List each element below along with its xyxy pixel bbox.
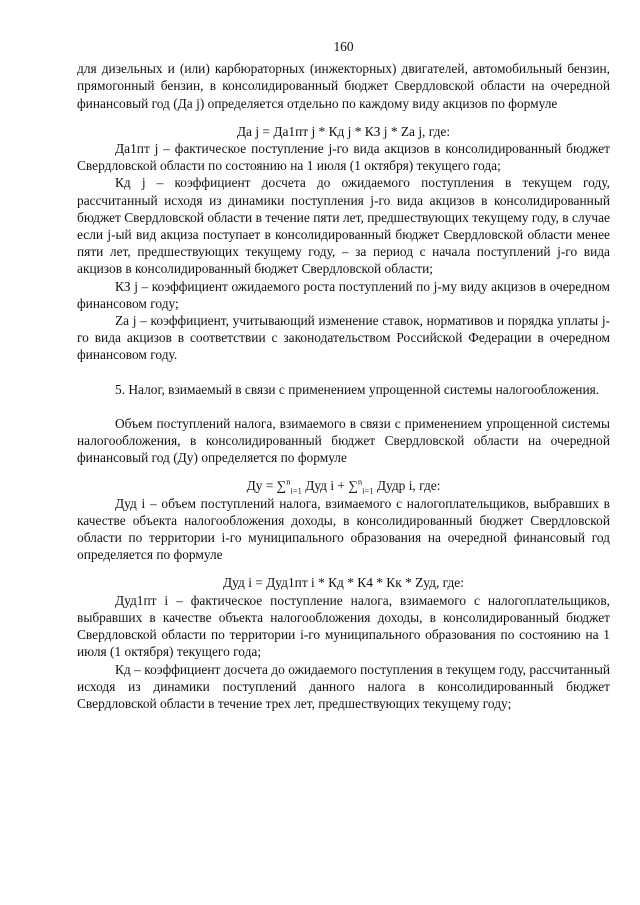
spacer xyxy=(77,364,610,381)
spacer xyxy=(77,466,610,477)
formula-term-dudr: Дудр i, где: xyxy=(373,478,441,494)
sum-symbol: ∑ xyxy=(348,478,358,494)
definition-da1pt: Да1пт j – фактическое поступление j-го вида акцизов в консолидированный бюджет Свердловской области по состоянию на 1 июля (1 октября) текущего года; xyxy=(77,141,610,174)
paragraph-excise-intro: для дизельных и (или) карбюраторных (инжекторных) двигателей, автомобильный бензин, прямогонный бензин, в консолидированный бюджет Свердловской области на очередной финансовый год (Да j) определяется отдельно по каждому виду акцизов по формуле xyxy=(77,61,610,111)
formula-term-dud: Дуд i + xyxy=(301,478,349,494)
page-number: 160 xyxy=(333,39,354,54)
sum-lower-limit: i=1 xyxy=(362,486,374,497)
definition-kz-j: КЗ j – коэффициент ожидаемого роста поступлений по j-му виду акцизов в очередном финансовом году; xyxy=(77,278,610,311)
formula-excise: Да j = Да1пт j * Кд j * КЗ j * Za j, где: xyxy=(236,123,451,139)
sum-lower-limit: i=1 xyxy=(290,486,302,497)
formula-lhs: Ду = xyxy=(246,478,277,494)
formula-dud-i: Дуд i = Дуд1пт i * Кд * К4 * Кк * Zуд, где: xyxy=(223,575,464,591)
paragraph-usn-intro: Объем поступлений налога, взимаемого в связи с применением упрощенной системы налогообложения, в консолидированный бюджет Свердловской области на очередной финансовый год (Ду) определяется по формуле xyxy=(77,415,610,466)
spacer xyxy=(77,563,610,574)
section-heading-5: 5. Налог, взимаемый в связи с применением упрощенной системы налогообложения. xyxy=(115,381,600,397)
definition-dud-i: Дуд i – объем поступлений налога, взимаемого с налогоплательщиков, выбравших в качестве объекта налогообложения доходы, в консолидированный бюджет Свердловской области по территории i-го муниципального образования на очередной финансовый год определяется по формуле xyxy=(77,495,610,563)
spacer xyxy=(77,398,610,415)
formula-usn-total xyxy=(77,477,610,497)
definition-za-j: Za j – коэффициент, учитывающий изменение ставок, нормативов и порядка уплаты j-го вида акцизов в соответствии с законодательством Российской Федерации в очередном финансовом году. xyxy=(77,313,610,363)
definition-dud1pt-i: Дуд1пт i – фактическое поступление налога, взимаемого с налогоплательщиков, выбравших в качестве объекта налогообложения доходы, в консолидированный бюджет Свердловской области по территории i-го муниципального образования по состоянию на 1 июля (1 октября) текущего года; xyxy=(77,592,610,660)
definition-kd: Кд – коэффициент досчета до ожидаемого поступления в текущем году, рассчитанный исходя из динамики поступлений данного налога в консолидированный бюджет Свердловской области в течение трех лет, предшествующих текущему году; xyxy=(77,661,610,711)
sum-symbol: ∑ xyxy=(276,478,287,494)
sum-upper-limit: n xyxy=(357,477,363,487)
definition-kd-j: Кд j – коэффициент досчета до ожидаемого поступления в текущем году, рассчитанный исходя из динамики поступления j-го вида акцизов в консолидированный бюджет Свердловской области в течение пяти лет, предшествующих текущему году, в случае если j-ый вид акциза поступает в консолидированный бюджет Свердловской области менее пяти лет, предшествующих текущему году, – за период с начала поступлений j-го вида акцизов в консолидированный бюджет Свердловской области; xyxy=(77,175,610,277)
sum-upper-limit: n xyxy=(286,477,291,487)
spacer xyxy=(77,112,610,123)
document-page xyxy=(77,38,610,712)
